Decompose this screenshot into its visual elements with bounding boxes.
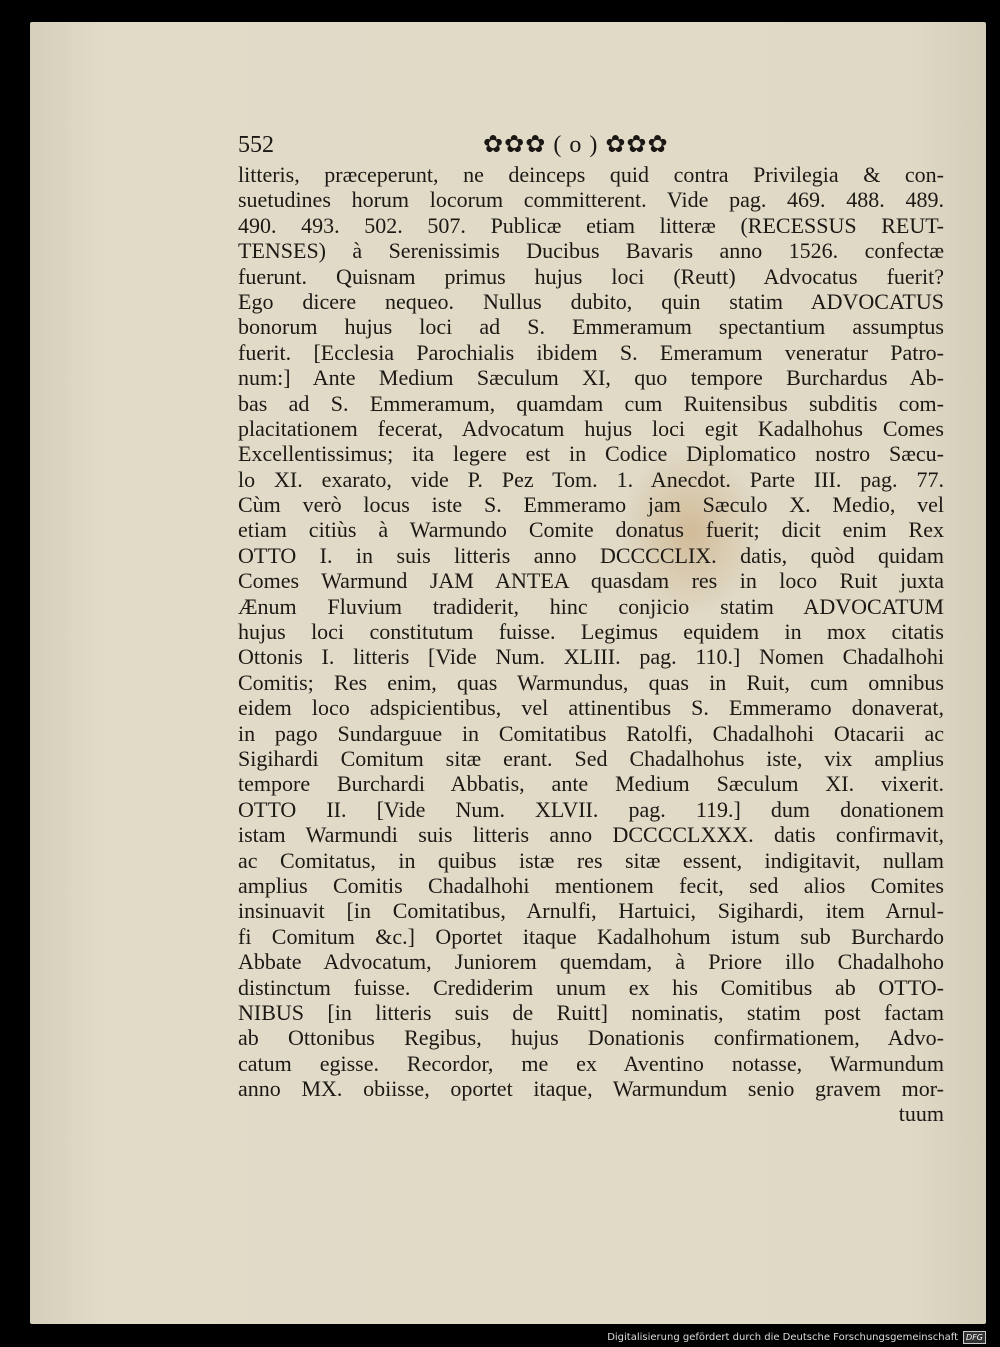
text-line: bonorum hujus loci ad S. Emmeramum spectantium assumptus [238,314,944,340]
text-line: suetudines horum locorum committerent. Vide pag. 469. 488. 489. [238,187,944,213]
text-line: distinctum fuisse. Crediderim unum ex his Comitibus ab OTTO- [238,974,944,1000]
text-line: eidem loco adspicientibus, vel attinentibus S. Emmeramo donaverat, [238,695,944,721]
text-line: Comes Warmund JAM ANTEA quasdam res in loco Ruit juxta [238,568,944,594]
text-line: bas ad S. Emmeramum, quamdam cum Ruitensibus subditis com- [238,390,944,416]
text-line: Ottonis I. litteris [Vide Num. XLIII. pag. 110.] Nomen Chadalhohi [238,644,944,670]
text-line: amplius Comitis Chadalhohi mentionem fecit, sed alios Comites [238,872,944,898]
text-line: Cùm verò locus iste S. Emmeramo jam Sæculo X. Medio, vel [238,492,944,518]
text-line: tempore Burchardi Abbatis, ante Medium Sæculum XI. vixerit. [238,771,944,797]
text-line: TENSES) à Serenissimis Ducibus Bavaris anno 1526. confectæ [238,238,944,264]
text-line: Excellentissimus; ita legere est in Codice Diplomatico nostro Sæcu- [238,441,944,467]
digitization-footer [607,1331,986,1344]
text-line: insinuavit [in Comitatibus, Arnulfi, Hartuici, Sigihardi, item Arnul- [238,898,944,924]
text-line: Sigihardi Comitum sitæ erant. Sed Chadalhohus iste, vix amplius [238,745,944,771]
text-line: NIBUS [in litteris suis de Ruitt] nominatis, statim post factam [238,999,944,1025]
text-line: 490. 493. 502. 507. Publicæ etiam litteræ (RECESSUS REUT- [238,212,944,238]
text-line: ac Comitatus, in quibus istæ res sitæ essent, indigitavit, nullam [238,847,944,873]
text-line: fi Comitum &c.] Oportet itaque Kadalhohum istum sub Burchardo [238,923,944,949]
page-text [238,162,944,1127]
text-line: Abbate Advocatum, Juniorem quemdam, à Priore illo Chadalhoho [238,949,944,975]
text-line: Ego dicere nequeo. Nullus dubito, quin statim ADVOCATUS [238,288,944,314]
header-ornament: ✿✿✿ ( o ) ✿✿✿ [483,132,669,158]
text-line: lo XI. exarato, vide P. Pez Tom. 1. Anecdot. Parte III. pag. 77. [238,466,944,492]
text-line: etiam citiùs à Warmundo Comite donatus fuerit; dicit enim Rex [238,517,944,543]
text-line: anno MX. obiisse, oportet itaque, Warmundum senio gravem mor- [238,1076,944,1102]
text-line: istam Warmundi suis litteris anno DCCCCLXXX. datis confirmavit, [238,822,944,848]
dfg-logo: DFG [963,1331,986,1344]
text-line: litteris, præceperunt, ne deinceps quid contra Privilegia & con- [238,162,944,187]
text-line: Ænum Fluvium tradiderit, hinc conjicio statim ADVOCATUM [238,593,944,619]
text-line: OTTO II. [Vide Num. XLVII. pag. 119.] dum donationem [238,796,944,822]
text-line: in pago Sundarguue in Comitatibus Ratolfi, Chadalhohi Otacarii ac [238,720,944,746]
text-line: tuum [898,1101,944,1127]
text-line: fuerit. [Ecclesia Parochialis ibidem S. Emeramum veneratur Patro- [238,339,944,365]
text-line: fuerunt. Quisnam primus hujus loci (Reutt) Advocatus fuerit? [238,263,944,289]
text-line: Comitis; Res enim, quas Warmundus, quas in Ruit, cum omnibus [238,669,944,695]
text-line: hujus loci constitutum fuisse. Legimus equidem in mox citatis [238,619,944,645]
text-line: catum egisse. Recordor, me ex Aventino notasse, Warmundum [238,1050,944,1076]
footer-credit: Digitalisierung gefördert durch die Deutsche Forschungsgemeinschaft [607,1332,959,1343]
text-line: OTTO I. in suis litteris anno DCCCCLIX. datis, quòd quidam [238,542,944,568]
text-line: placitationem fecerat, Advocatum hujus loci egit Kadalhohus Comes [238,415,944,441]
text-line: num:] Ante Medium Sæculum XI, quo tempore Burchardus Ab- [238,365,944,391]
page-number: 552 [238,132,274,158]
text-line: ab Ottonibus Regibus, hujus Donationis confirmationem, Advo- [238,1025,944,1051]
